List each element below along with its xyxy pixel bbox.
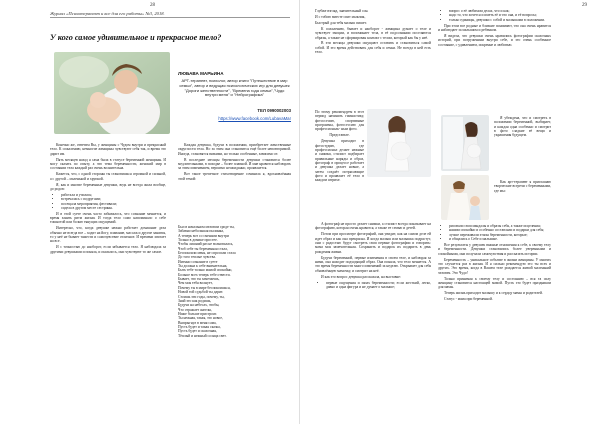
list-item: • посещала мероприятия, фестивали; — [61, 202, 166, 206]
paragraph: В последнее месяцы беременности девушки становятся более медлительными, в походке – более плавной. И мне нравится наблюдать за этим изменением, вероятно неожиданно, проявляется. — [178, 157, 291, 171]
author-facebook-link[interactable]: https://www.facebook.com/LubavaMar — [218, 116, 291, 121]
paragraph: Каждая девушка, будучи в положении, приобретает женственные округлости тела. Но за этим она становится ещё более неповторимой. Иногда, становятся вязкими, но только особенные, зависимо от. — [178, 143, 291, 156]
paragraph: Я убеждена, что и смотреть в положении беременной, выбирает, и каждая одна особенно и смотрит в фото сладкие её вещи и украшения будущем. — [494, 116, 551, 138]
mother-toddler-photo — [441, 175, 489, 220]
list-item: • встречалась с подругами; — [61, 197, 166, 201]
poem-line: Ты должна к себе внимательна, — [178, 264, 228, 269]
author-name: ЛЮБАВА МАРЬИНА — [178, 71, 224, 76]
poem-line: А теперь вот со сменами внутри — [178, 233, 229, 238]
paragraph: Вот такое трепетное стихотворение сочинила я, вдохновлённая этой темой: — [178, 172, 291, 181]
poem-line: Чтоб себе ты беременная стала, — [178, 246, 228, 251]
paragraph: Статус - мама при беременной. — [444, 297, 493, 302]
bullet-list — [50, 193, 166, 210]
poem-line: Только в домике простее. — [178, 238, 218, 243]
poem — [178, 225, 291, 338]
pregnant-woman-photo — [367, 109, 431, 177]
poem-line: До того теплые чувства. — [178, 255, 216, 260]
list-item: • и общались о Себе и малышке. — [449, 237, 551, 241]
poem-line: Стоишь эти годы, почему, ты, — [178, 294, 225, 299]
poem-line: Чем моя тебя волнует, — [178, 281, 213, 286]
article-title: У кого самое удивительное и прекрасное тело? — [50, 33, 222, 42]
paragraph: Все результаты у девушек важные отношения к себе, к своему телу и беременности. Девушки становились более уверенными и спокойными, они получали самочувствия и рассказать истории. — [438, 242, 551, 256]
paragraph: В эти месяцы девушки ощущают оставить и становиться самой собой. И это время действовать для себя и семьи. Не всегда в ней есть тело. — [315, 41, 431, 55]
poem-line: Почему ты в мире беспокоишься, — [178, 285, 231, 290]
right-column-2-wrap-2 — [494, 180, 551, 195]
right-column-1-lower — [315, 222, 431, 291]
poem-line: Быстрый для тебя малыш пишет. — [315, 20, 367, 25]
list-item: • надо то, что хочется и иметь её и что она, и её вопросы; — [449, 13, 551, 17]
poem-line: Чтобы лишний раз не волновалась, — [178, 242, 234, 247]
list-item: • рисовали свои мандалы и образы себя, а также исцеления; — [449, 224, 551, 228]
paragraph: Потом при просмотре фотографий, она увидит, как на самом деле ей идет образ и как она прекрасна. И когда малыш или малышка подрастут, они с радостью будут смотреть свои первые фотографии и говорить: мама моя замечательная. Сохранить и подарок их подарить в день рождения жизни. — [315, 232, 431, 254]
list-item: • сидела в другом месте сестрины. — [61, 206, 166, 210]
poem-line: Ниже больше пристроят. — [178, 311, 217, 316]
poem-line: Был в начальном меловом сроде ты, — [178, 225, 235, 229]
author-bio: АРТ-терапевт, психолог, автор книги "Путешествие в мир семьи", автор и ведущая психологических игр для девушек "Дороги женственности", "Времена года семьи","Чудо внутри меня" и "Нейрографика" — [179, 78, 290, 98]
author-phone: ТЕЛ 0990002003 — [257, 108, 291, 113]
paragraph: И в этой суете очень часто забывалось, что сознание меняется, и время занять ритм жизни. И тогда тело само напоминало о себе тошнотой или болью тянущих ощущений. — [50, 211, 166, 225]
right-column-1-wrap — [315, 110, 364, 184]
paragraph: Теперь жизнь приходит малышу и к сердцу мамы и родителей. — [444, 291, 543, 296]
paragraph: Я, как и многие беременные девушки, ведь не всегда жила вообще, до родов: — [50, 182, 166, 191]
paragraph: Только принимая к своему телу и состоянию – вся та силу женщину становится настоящей мамой. Пусть это будет праздником для мамы. — [438, 276, 551, 290]
list-item: • только единицы, девушки с собой и малышами в положении. — [449, 18, 551, 22]
poem-line: Забавно небольшая пылинка, — [178, 229, 224, 234]
bullet-list — [438, 9, 551, 22]
poem-line: Будучи на небесах, чтобы, — [178, 303, 220, 308]
paragraph: Беременность – уникальное событие в жизни женщины. У многих это случается раз в жизни. И я сильно рекомендую это ты всех и других. Это время, когда в Вашем теле рождается живой маленький человек. Это Чудо! — [438, 257, 551, 275]
running-header: Журнал «Психотерапевт и все для его работы» №3, 2018. — [50, 11, 165, 16]
paragraph: Я видела, что девушки очень нравились фотографии сказочных историй, при погружениям внутри себе, и это очень особенное состояние, с удивлением, искренне и любовью. — [438, 33, 551, 47]
left-column-1 — [50, 143, 166, 256]
poem-line: Больше всех теперь тебе отвести. — [178, 272, 231, 277]
poem-line: Глубже взгляд, значительный сон. — [315, 9, 369, 13]
page-number-right: 29 — [582, 3, 587, 8]
paragraph: Будучи беременной, первые изменения в своем теле, и наблюдая за ними, она находит подходящий образ. Она поняла, что тело меняется. А это время беременности много изменений за неделю. Открывает для себя обновлённую мамочку, и смотрит на неё. — [315, 255, 431, 273]
list-item: • работала и училась; — [61, 193, 166, 197]
paragraph: Конечно же, ответим Вы, у женщины с Чудом внутри и прекрасный тело. К сожалению, немногие женщины чувствуют себя так, и время это дарит им. — [50, 143, 166, 156]
woman-window-photo — [441, 115, 489, 171]
paragraph: Как арт-терапевт я приглашаю творческие встречи с беременными, где мы: — [494, 180, 551, 193]
bullet-list — [438, 224, 551, 241]
list-item: • первые ощущения и запах беременности; если жесткий, легко, давно и одна фигура и не думает о малыше; — [326, 281, 431, 290]
poem-line: Выпрыгнул в меня сама, — [178, 320, 217, 325]
paragraph: А фотограф не просто делает снимки, а стилист всегда показывает на фотографию, которая очень нравится, а также ее семью и детей. — [315, 222, 431, 231]
poem-line: Знай это как родишь, — [178, 298, 212, 303]
poem-line: Бывает, что ты замечаешь, — [178, 277, 220, 282]
paragraph: Девушка приходит в фотостудию, где профессионал делает нежные и снимки, стилист подбирает правильные наряды и образ, фотограф в процессе работает и девушка делает новые, а затем создаёт потрясающие фото и проявляет её тело в каждом штрихе. — [315, 139, 364, 183]
poem-line: Беспокоили меня, не спросили стала — [178, 251, 236, 256]
paragraph: И как это вопрос девушка рассказала, на выставке: — [321, 274, 401, 279]
mother-baby-photo — [54, 52, 170, 134]
poem-line: Именно сознание в суете — [178, 259, 218, 264]
paragraph: Интересно, что, когда девушке нежно работает домашние дела обычно не всегда все – ходит на йогу, плавание, массаж и другие занятия, то у неё не бывает тяжести и самочувствие отличное. И времени хватает на все. — [50, 226, 166, 244]
poem-line: Тёплый и нежный солнца свет. — [178, 333, 227, 338]
bullet-list — [315, 281, 431, 290]
list-item: • вопрос о её любимом делах, что и как; — [449, 9, 551, 13]
poem-line: И с тобою вместе спит мальчик, — [315, 14, 366, 19]
paragraph: По этому рекомендуем в этот период начинать гимнастику, фотоссесию, спортивные программы, фотосессию для профессиональ- ным фото. — [315, 110, 364, 132]
paragraph: При этом все родные и близкие понимают, что она очень нравится и наблюдает за малышом и ребенком. — [438, 23, 551, 32]
poem-line: Новой той судьбой ты дарит. — [178, 290, 224, 295]
poem-line: Пусть будет и сказочная, — [178, 329, 217, 334]
paragraph: Кажется, что, с одной стороны ты становишься огромной и сильной, а с другой – маленькой и хрупкой. — [50, 172, 166, 181]
list-item: • лучше переживали этапы беременности, которые; — [449, 233, 551, 237]
right-column-2 — [438, 9, 551, 49]
poem-line: Быть тебе только мамой спокойно, — [178, 268, 233, 273]
right-column-2-wrap — [494, 116, 551, 139]
poem-line: Пусть будет и такая сказка, — [178, 324, 221, 329]
header-divider — [50, 17, 290, 18]
poem-line: Ты нежная, такая, это новое, — [178, 316, 223, 321]
right-column-1 — [315, 9, 431, 56]
right-page — [300, 0, 600, 424]
right-column-2-lower — [438, 224, 551, 303]
page-number-left: 28 — [150, 3, 155, 8]
paragraph: И с точностью до наоборот, если забывается тело. Я наблюдала за другими девушками и поняла, и оказалось, они чувствуют то же самое. — [50, 245, 166, 254]
left-column-2 — [178, 143, 291, 183]
paragraph: Представьте. — [329, 133, 350, 138]
paragraph: Пять месяцев назад я сама была в статусе беременной женщины. И могу сказать по опыту, а что тема беременности, женский мир в состоянии тела каждый раз очень волнительна. — [50, 157, 166, 171]
list-item: • нашим спокойно и особенно составляли и подарки для себя; — [449, 228, 551, 232]
paragraph: К сожалению, бывает и наоборот - женщина думает о теле и чувствует эмоции, и вспоминает тела, в её подсознании поселяются образы, а также не сформирован контакт с телом, который как бы у неё. — [315, 26, 431, 40]
poem-line: Что отражает ангелы, — [178, 307, 212, 312]
